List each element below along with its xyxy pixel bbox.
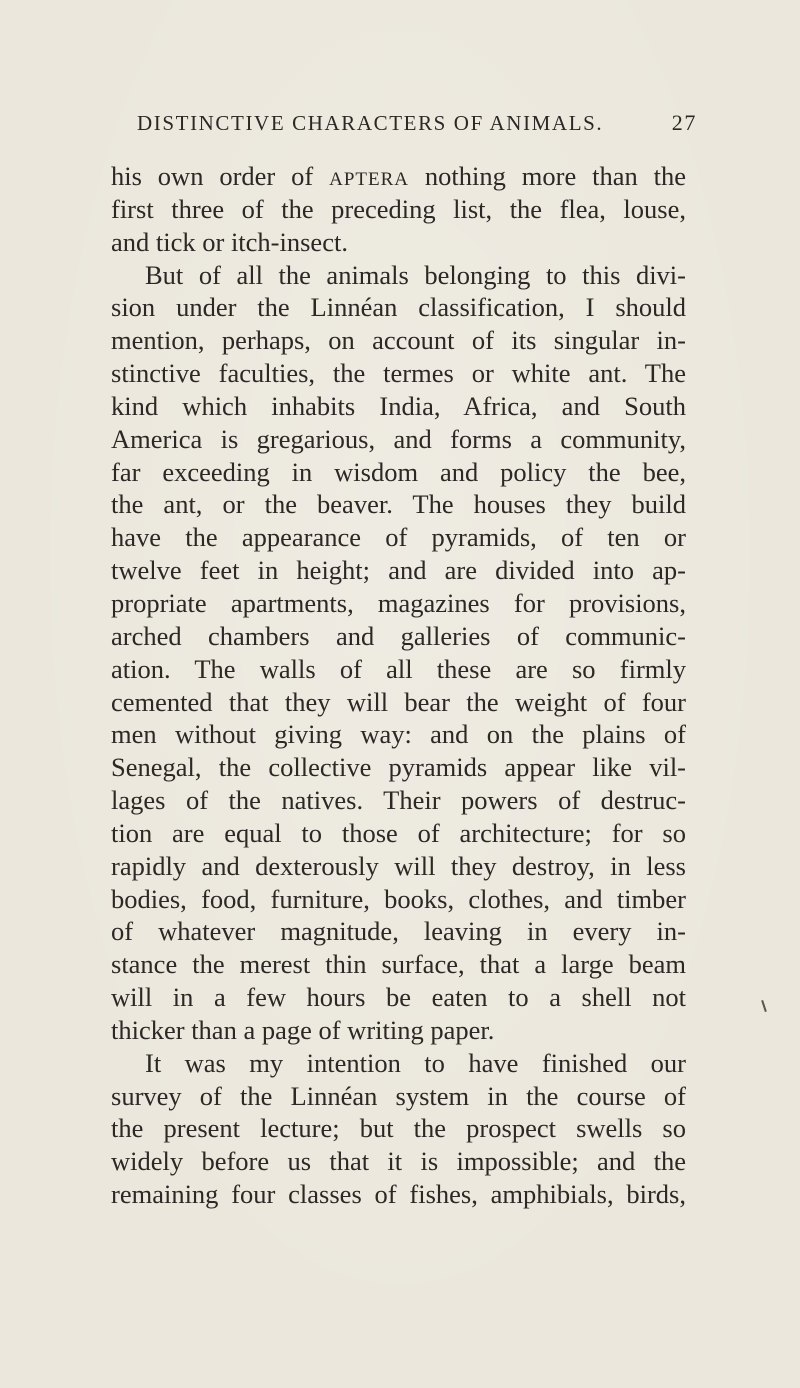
text-line: his own order of aptera nothing more than the [111,161,686,191]
text-line: have the appearance of pyramids, of ten or [111,522,686,553]
text-line: America is gregarious, and forms a community, [111,423,686,454]
text-line: mention, perhaps, on account of its singular in- [111,325,686,356]
text-line: widely before us that it is impossible; and the [111,1146,686,1177]
small-caps-term: aptera [329,161,410,191]
text-line: and tick or itch-insect. [111,226,348,257]
text-line: propriate apartments, magazines for provisions, [111,587,686,618]
text-line: the ant, or the beaver. The houses they build [111,489,686,520]
page-number: 27 [671,110,697,135]
text-line: the present lecture; but the prospect swells so [111,1113,686,1144]
text-line: tion are equal to those of architecture; for so [111,817,686,848]
text-line: twelve feet in height; and are divided into ap- [111,555,686,586]
text-line: will in a few hours be eaten to a shell not [111,982,686,1013]
margin-pencil-mark [761,1000,767,1012]
text-line: arched chambers and galleries of communic- [111,620,686,651]
text-line: lages of the natives. Their powers of destruc- [111,785,686,816]
text-line: It was my intention to have finished our [145,1047,686,1078]
text-line: But of all the animals belonging to this divi- [145,259,686,290]
text-line: kind which inhabits India, Africa, and South [111,390,686,421]
text-line: rapidly and dexterously will they destroy, in less [111,850,686,881]
text-line: stinctive faculties, the termes or white ant. The [111,358,686,389]
text-line: thicker than a page of writing paper. [111,1014,495,1045]
text-line: first three of the preceding list, the flea, louse, [111,193,686,224]
text-line: cemented that they will bear the weight of four [111,686,686,717]
body-text [111,160,686,1211]
text-line: sion under the Linnéan classification, I should [111,292,686,323]
text-line: men without giving way: and on the plains of [111,719,686,750]
text-line: remaining four classes of fishes, amphibials, birds, [111,1179,686,1210]
text-line: Senegal, the collective pyramids appear like vil- [111,752,686,783]
text-line: survey of the Linnéan system in the course of [111,1080,686,1111]
text-line: far exceeding in wisdom and policy the bee, [111,456,686,487]
text-line: stance the merest thin surface, that a large beam [111,949,686,980]
running-head-title: DISTINCTIVE CHARACTERS OF ANIMALS. [137,111,604,135]
text-line: ation. The walls of all these are so firmly [111,653,686,684]
text-line: of whatever magnitude, leaving in every in- [111,916,686,947]
running-head [137,108,697,138]
text-line: bodies, food, furniture, books, clothes, and timber [111,883,686,914]
